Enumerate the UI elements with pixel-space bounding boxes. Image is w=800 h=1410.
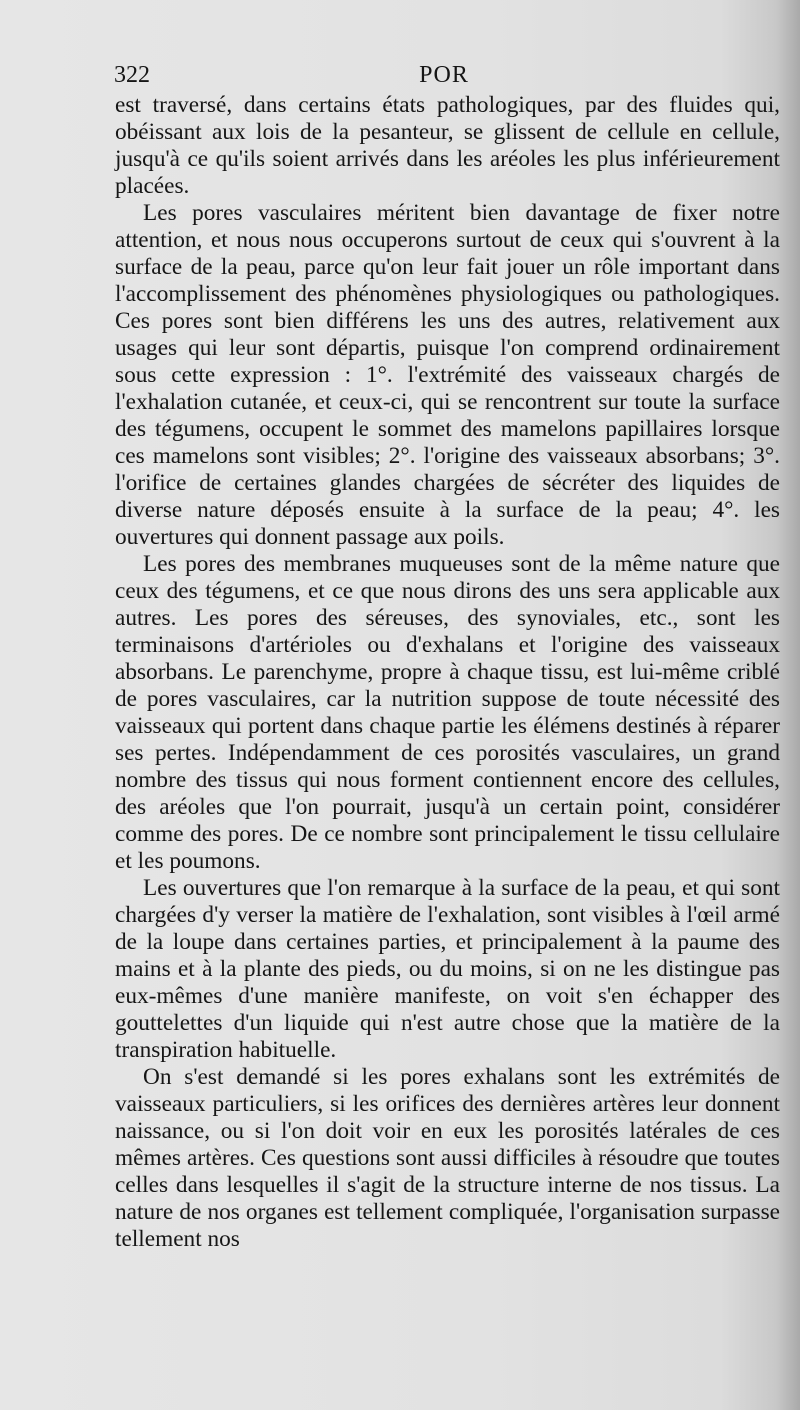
paragraph-continuation: est traversé, dans certains états pathologiques, par des fluides qui, obéissant aux lois de la pesanteur, se glissent de cellule en cellule, jusqu'à ce qu'ils soient arrivés dans les aréoles les plus inférieurement placées.	[115, 92, 780, 199]
page-header	[114, 62, 774, 96]
page-number: 322	[114, 62, 150, 88]
paragraph-exhalant-pores: On s'est demandé si les pores exhalans sont les extrémités de vaisseaux particuliers, si les orifices des dernières artères leur donnent naissance, ou si l'on doit voir en eux les porosités latérales de ces mêmes artères. Ces questions sont aussi difficiles à résoudre que toutes celles dans lesquelles il s'agit de la structure interne de nos tissus. La nature de nos organes est tellement compliquée, l'organisation surpasse tellement nos	[115, 1064, 780, 1252]
paragraph-skin-openings: Les ouvertures que l'on remarque à la surface de la peau, et qui sont chargées d'y verser la matière de l'exhalation, sont visibles à l'œil armé de la loupe dans certaines parties, et principalement à la paume des mains et à la plante des pieds, ou du moins, si on ne les distingue pas eux-mêmes d'une manière manifeste, on voit s'en échapper des gouttelettes d'un liquide qui n'est autre chose que la matière de la transpiration habituelle.	[115, 875, 780, 1063]
paragraph-mucous-membranes: Les pores des membranes muqueuses sont de la même nature que ceux des tégumens, et ce que nous dirons des uns sera applicable aux autres. Les pores des séreuses, des synoviales, etc., sont les terminaisons d'artérioles ou d'exhalans et l'origine des vaisseaux absorbans. Le parenchyme, propre à chaque tissu, est lui-même criblé de pores vasculaires, car la nutrition suppose de toute nécessité des vaisseaux qui portent dans chaque partie les élémens destinés à réparer ses pertes. Indépendamment de ces porosités vasculaires, un grand nombre des tissus qui nous forment contiennent encore des cellules, des aréoles que l'on pourrait, jusqu'à un certain point, considérer comme des pores. De ce nombre sont principalement le tissu cellulaire et les poumons.	[115, 551, 780, 874]
paragraph-vascular-pores: Les pores vasculaires méritent bien davantage de fixer notre attention, et nous nous occuperons surtout de ceux qui s'ouvrent à la surface de la peau, parce qu'on leur fait jouer un rôle important dans l'accomplissement des phénomènes physiologiques ou pathologiques. Ces pores sont bien différens les uns des autres, relativement aux usages qui leur sont départis, puisque l'on comprend ordinairement sous cette expression : 1°. l'extrémité des vaisseaux chargés de l'exhalation cutanée, et ceux-ci, qui se rencontrent sur toute la surface des tégumens, occupent le sommet des mamelons papillaires lorsque ces mamelons sont visibles; 2°. l'origine des vaisseaux absorbans; 3°. l'orifice de certaines glandes chargées de sécréter des liquides de diverse nature déposés ensuite à la surface de la peau; 4°. les ouvertures qui donnent passage aux poils.	[115, 200, 780, 550]
running-head: POR	[419, 62, 469, 88]
body-text	[115, 92, 780, 1253]
